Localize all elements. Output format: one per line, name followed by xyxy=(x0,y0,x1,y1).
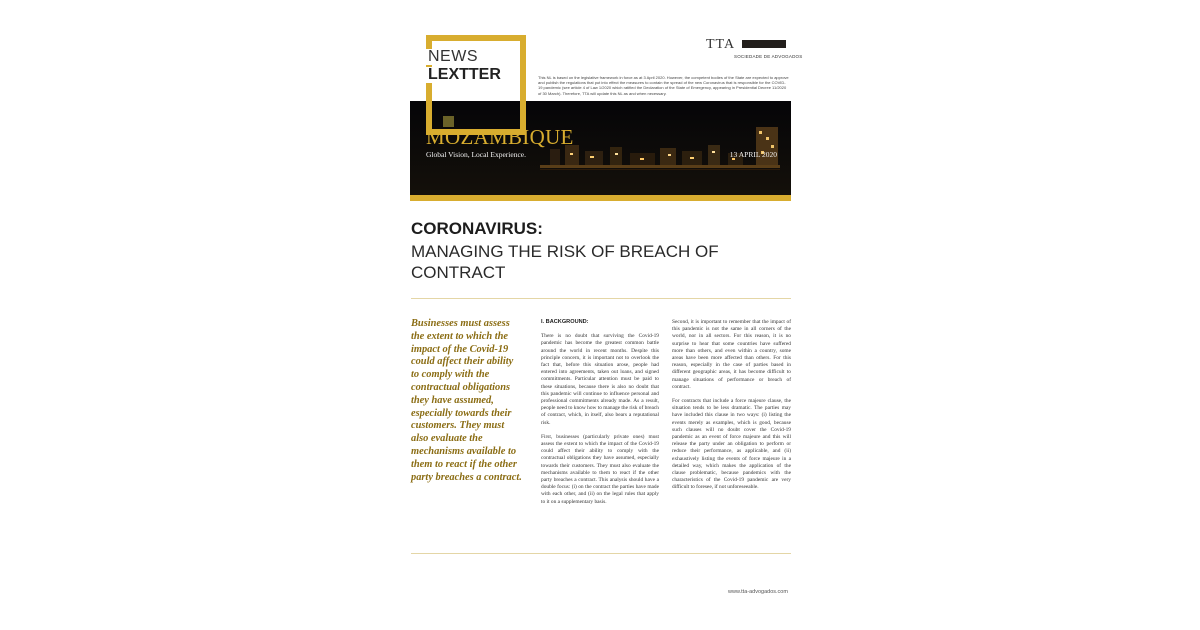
bottom-divider xyxy=(411,553,791,554)
top-divider xyxy=(411,298,791,299)
pull-quote: Businesses must assess the extent to which the impact of the Covid-19 could affect their ability to comply with the contractual obligations they have assumed, especially towards their customers. They must also evaluate the mechanisms available to them to react if the other party breaches a contract. xyxy=(411,318,522,483)
article-column-1 xyxy=(541,319,659,513)
paragraph: For contracts that include a force majeure clause, the situation tends to be less dramatic. The parties may have included this clause in two ways: (i) listing the events merely as examples, which is good, because such clauses will no doubt cover the Covid-19 pandemic as an event of force majeure and this will release the party under an obligation to perform or reduce their performance, as applicable, and (ii) exhaustively listing the events of force majeure in a detailed way, which makes the application of the clause problematic, because pandemics with the characteristics of the Covid-19 pandemic are very difficult to foresee, if not unforeseeable. xyxy=(672,398,791,491)
paragraph: There is no doubt that surviving the Covid-19 pandemic has become the greatest common battle around the world in recent months. Despite this principle concern, it is important not to overlook the fact that, before this situation arose, people had entered into agreements, taken out loans, and signed commitments. Particular attention must be paid to these situations, because there is also no doubt that this pandemic will continue to influence personal and professional commitments already made. As a result, people need to know how to manage the risk of breach of contract, which, in itself, also bears a reputational risk. xyxy=(541,333,659,426)
intro-note: This NL is based on the legislative framework in force as at 3 April 2020. However, the competent bodies of the State are expected to approve and publish the regulations that put into effect the measures to contain the spread of the new Coronavirus that is responsible for the COVID-19 pandemic (see article 4 of Law 1/2020 which ratified the Declaration of the State of Emergency, appearing in Presidential Decree 11/2020 of 30 March). Therefore, TTA will update this NL as and when necessary. xyxy=(538,75,789,96)
article-title-main: CORONAVIRUS: xyxy=(411,219,543,238)
section-heading: I. BACKGROUND: xyxy=(541,319,589,325)
gold-strip xyxy=(410,195,791,201)
tagline: Global Vision, Local Experience. xyxy=(426,150,527,159)
article-column-2 xyxy=(672,319,791,499)
newsletter-header xyxy=(410,35,803,202)
masthead-lextter: LEXTTER xyxy=(428,66,501,83)
firm-logo-bar xyxy=(742,40,786,48)
firm-subtitle: SOCIEDADE DE ADVOGADOS xyxy=(734,54,803,59)
paragraph: Second, it is important to remember that the impact of this pandemic is not the same in all corners of the world, nor in all sectors. For this reason, it is no surprise to hear that some countries have suffered more than others, and even within a country, some areas have been more affected than others. For this reason, especially in the case of parties based in different geographic areas, it has become difficult to manage situations of performance or breach of contract. xyxy=(672,319,791,390)
masthead-news: NEWS xyxy=(428,48,478,65)
paragraph: First, businesses (particularly private ones) must assess the extent to which the impact of the Covid-19 could affect their ability to comply with the contractual obligations they have assumed, especially towards their customers. They must also evaluate the mechanisms available to them to react if the other party breaches a contract. This analysis should have a double focus: (i) on the contract the parties have made with each other, and (ii) on the legal rules that apply to it on a supplementary basis. xyxy=(541,433,659,505)
issue-date: 13 APRIL 2020 xyxy=(729,150,777,159)
country-title: MOZAMBIQUE xyxy=(426,125,574,149)
article-title-sub: MANAGING THE RISK OF BREACH OF CONTRACT xyxy=(411,242,719,282)
website-link[interactable]: www.tta-advogados.com xyxy=(728,589,788,595)
firm-name: TTA xyxy=(706,37,736,52)
